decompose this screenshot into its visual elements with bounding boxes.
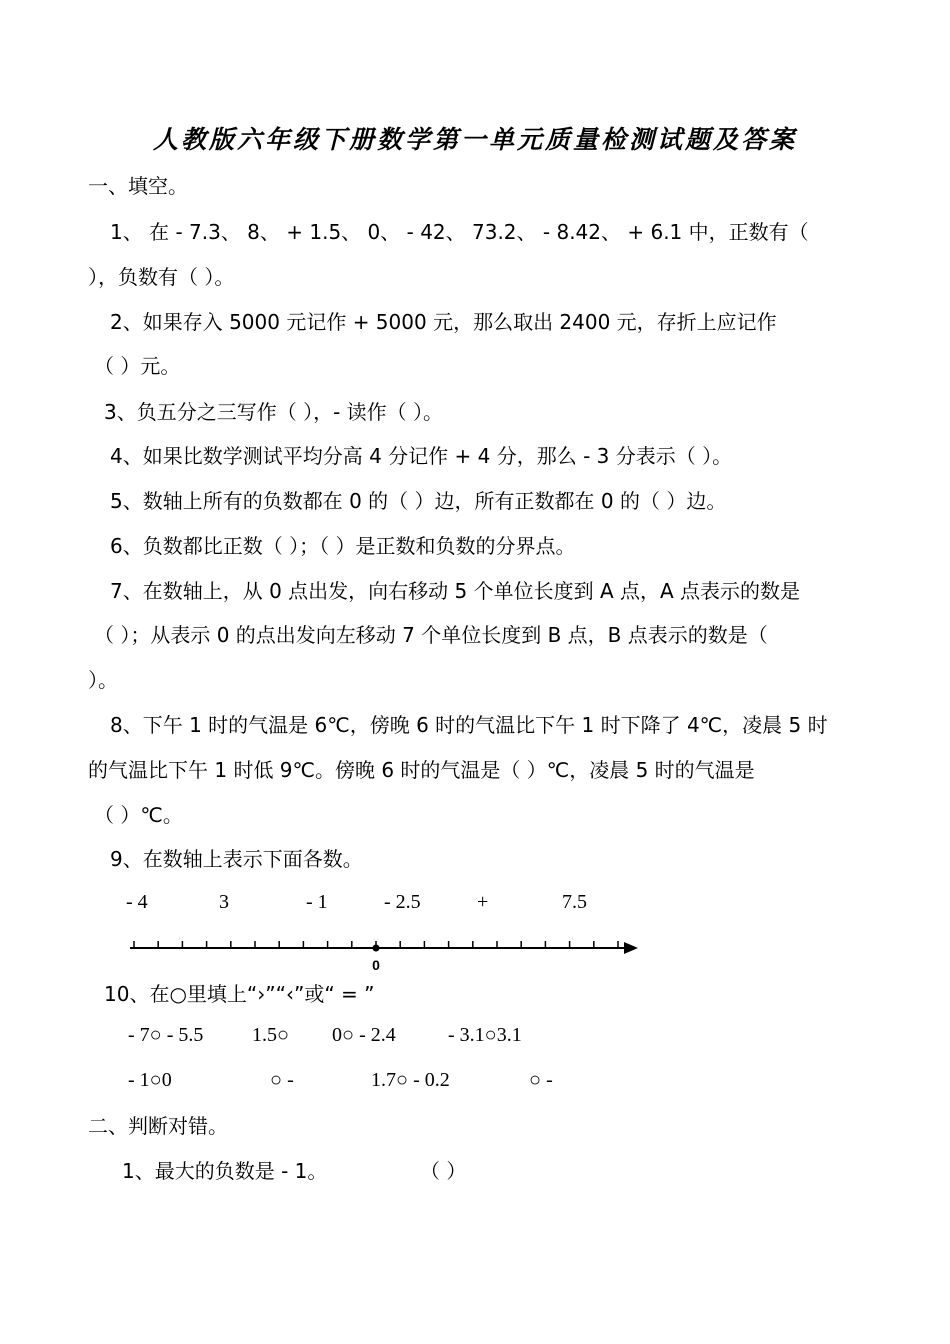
q10-row2-item4: ○ - <box>529 1069 553 1091</box>
question-1-line-2: ），负数有（ ）。 <box>88 265 235 289</box>
question-3: 3、负五分之三写作（ ），- 读作（ ）。 <box>104 400 444 424</box>
q9-number-4: - 2.5 <box>384 891 421 913</box>
question-7-line-3: ）。 <box>88 668 118 692</box>
question-9: 9、在数轴上表示下面各数。 <box>110 847 363 871</box>
q9-number-2: 3 <box>219 891 229 913</box>
question-1-line-1: 1、 在 - 7.3、 8、 + 1.5、 0、 - 42、 73.2、 - 8.42、 + 6.1 中，正数有（ <box>110 220 809 244</box>
q9-number-5: + <box>477 891 489 913</box>
q10-row1-item2: 1.5○ <box>252 1024 290 1046</box>
q9-number-6: 7.5 <box>562 891 587 913</box>
number-line-origin-dot <box>373 945 380 952</box>
question-6: 6、负数都比正数（ ）；（ ）是正数和负数的分界点。 <box>110 534 576 558</box>
question-5: 5、数轴上所有的负数都在 0 的（ ）边，所有正数都在 0 的（ ）边。 <box>110 489 727 513</box>
question-10: 10、在○里填上“›”“‹”或“ = ” <box>104 982 375 1006</box>
q10-row2-item3: 1.7○ - 0.2 <box>371 1069 450 1091</box>
q9-number-3: - 1 <box>306 891 328 913</box>
page-title: 人教版六年级下册数学第一单元质量检测试题及答案 <box>152 125 797 154</box>
q10-row1-item1: - 7○ - 5.5 <box>128 1024 204 1046</box>
q9-number-1: - 4 <box>126 891 148 913</box>
q10-row1-item3: 0○ - 2.4 <box>332 1024 396 1046</box>
question-2-line-2: （ ）元。 <box>94 354 181 378</box>
question-8-line-2: 的气温比下午 1 时低 9℃。傍晚 6 时的气温是（ ）℃，凌晨 5 时的气温是 <box>88 758 755 782</box>
section1-heading: 一、填空。 <box>88 174 188 198</box>
q10-row2-item2: ○ - <box>270 1069 294 1091</box>
question-8-line-1: 8、下午 1 时的气温是 6℃，傍晚 6 时的气温比下午 1 时下降了 4℃，凌晨 5 时 <box>110 713 828 737</box>
judge-question-1-bracket: （ ） <box>420 1159 467 1183</box>
question-4: 4、如果比数学测试平均分高 4 分记作 + 4 分，那么 - 3 分表示（ ）。 <box>110 444 733 468</box>
number-line <box>120 930 650 974</box>
number-line-zero-label: 0 <box>372 957 380 973</box>
question-2-line-1: 2、如果存入 5000 元记作 + 5000 元，那么取出 2400 元，存折上应记作 <box>110 310 777 334</box>
question-7-line-1: 7、在数轴上，从 0 点出发，向右移动 5 个单位长度到 A 点，A 点表示的数是 <box>110 579 801 603</box>
q10-row2-item1: - 1○0 <box>128 1069 172 1091</box>
judge-question-1: 1、最大的负数是 - 1。 <box>122 1159 328 1183</box>
question-8-line-3: （ ）℃。 <box>94 803 183 827</box>
section2-heading: 二、判断对错。 <box>88 1114 228 1138</box>
q10-row1-item4: - 3.1○3.1 <box>448 1024 522 1046</box>
number-line-arrow-icon <box>624 942 638 954</box>
question-7-line-2: （ ）；从表示 0 的点出发向左移动 7 个单位长度到 B 点，B 点表示的数是（ <box>94 623 768 647</box>
